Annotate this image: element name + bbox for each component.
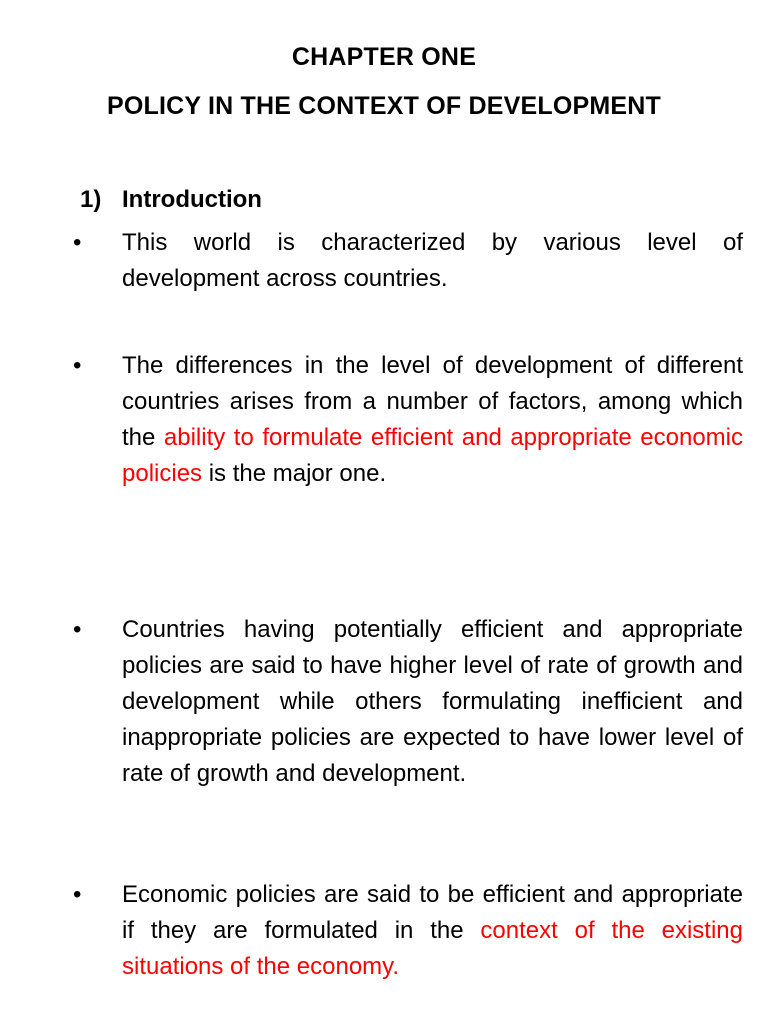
- bullet-text-plain: Countries having potentially efficient and appropriate policies are said to have higher level of rate of growth and development while others formulating inefficient and inappropriate policies are expected to have lower level of rate of growth and development.: [122, 616, 743, 787]
- chapter-label: CHAPTER ONE: [291, 43, 477, 71]
- bullet-text-highlight: context of the existing situations of the economy.: [122, 917, 743, 980]
- bullet-glyph: •: [73, 881, 82, 908]
- section-title: Introduction: [122, 186, 262, 213]
- bullet-text-plain: This world is characterized by various level of development across countries.: [122, 229, 743, 292]
- bullet-text-highlight: ability to formulate efficient and appropriate economic policies: [122, 424, 743, 487]
- bullet-text: [122, 348, 743, 492]
- section-number: 1): [80, 186, 102, 213]
- bullet-glyph: •: [73, 616, 82, 643]
- bullet-item: [73, 612, 743, 792]
- section-heading: [80, 185, 262, 215]
- bullet-item: [73, 348, 743, 492]
- bullet-text: [122, 612, 743, 792]
- bullet-glyph: •: [73, 352, 82, 379]
- bullet-text: [122, 877, 743, 985]
- bullet-text: [122, 225, 743, 297]
- bullet-text-plain: The differences in the level of development of different countries arises from a number of factors, among which the: [122, 352, 743, 451]
- bullet-text-plain: Economic policies are said to be efficient and appropriate if they are formulated in the: [122, 881, 743, 944]
- bullet-text-plain-end: is the major one.: [202, 460, 387, 487]
- bullet-glyph: •: [73, 229, 82, 256]
- chapter-title: POLICY IN THE CONTEXT OF DEVELOPMENT: [106, 92, 661, 120]
- bullet-item: [73, 225, 743, 297]
- bullet-item: [73, 877, 743, 985]
